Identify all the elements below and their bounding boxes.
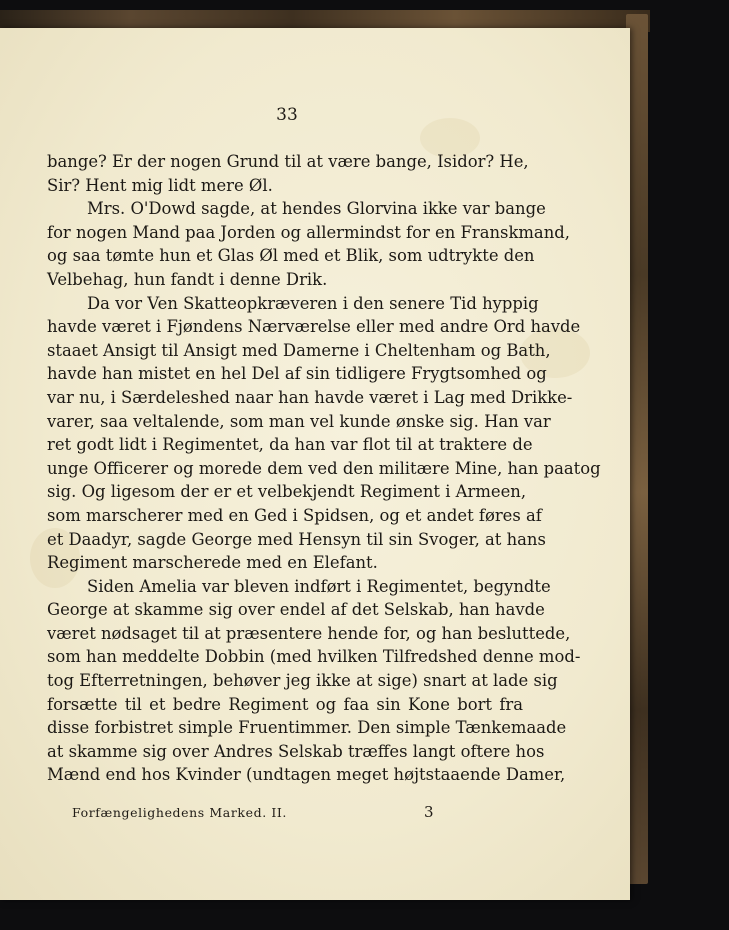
- book-page: [0, 28, 630, 900]
- text-line: bange? Er der nogen Grund til at være bange, Isidor? He,: [47, 152, 529, 171]
- text-line: sig. Og ligesom der er et velbekjendt Regiment i Armeen,: [47, 482, 527, 502]
- text-line: George at skamme sig over endel af det Selskab, han havde: [47, 600, 545, 620]
- text-line: disse forbistret simple Fruentimmer. Den simple Tænkemaade: [47, 718, 567, 738]
- footer-title: Forfængelighedens Marked. II.: [72, 805, 287, 820]
- text-line: Velbehag, hun fandt i denne Drik.: [47, 269, 328, 289]
- text-line: ret godt lidt i Regimentet, da han var flot til at traktere de: [47, 435, 533, 455]
- text-line: som han meddelte Dobbin (med hvilken Tilfredshed denne mod-: [47, 647, 581, 667]
- signature-mark: 3: [424, 803, 434, 821]
- text-line: et Daadyr, sagde George med Hensyn til sin Svoger, at hans: [47, 529, 546, 549]
- text-line: havde han mistet en hel Del af sin tidligere Frygtsomhed og: [47, 364, 547, 384]
- text-line: at skamme sig over Andres Selskab træffes langt oftere hos: [47, 741, 545, 761]
- text-line: staaet Ansigt til Ansigt med Damerne i Cheltenham og Bath,: [47, 340, 551, 360]
- text-line: tog Efterretningen, behøver jeg ikke at sige) snart at lade sig: [47, 671, 558, 691]
- text-line: Sir? Hent mig lidt mere Øl.: [47, 175, 273, 195]
- text-line: Siden Amelia var bleven indført i Regimentet, begyndte: [87, 576, 551, 596]
- text-line: Regiment marscherede med en Elefant.: [47, 553, 378, 573]
- text-line: havde været i Fjøndens Nærværelse eller med andre Ord havde: [47, 317, 581, 337]
- text-line: været nødsaget til at præsentere hende for, og han besluttede,: [47, 623, 571, 643]
- text-line: forsætte til et bedre Regiment og faa sin Kone bort fra: [47, 694, 523, 714]
- text-line: Mrs. O'Dowd sagde, at hendes Glorvina ikke var bange: [87, 199, 546, 219]
- text-line: varer, saa veltalende, som man vel kunde ønske sig. Han var: [47, 411, 551, 431]
- page-number: 33: [276, 105, 298, 125]
- text-line: var nu, i Særdeleshed naar han havde været i Lag med Drikke-: [47, 387, 573, 407]
- body-text: [47, 150, 601, 787]
- text-line: Mænd end hos Kvinder (undtagen meget højtstaaende Damer,: [47, 765, 566, 785]
- text-line: og saa tømte hun et Glas Øl med et Blik, som udtrykte den: [47, 246, 535, 266]
- text-line: unge Officerer og morede dem ved den militære Mine, han paatog: [47, 458, 601, 478]
- text-line: Da vor Ven Skatteopkræveren i den senere Tid hyppig: [87, 293, 539, 313]
- text-line: som marscherer med en Ged i Spidsen, og et andet føres af: [47, 505, 542, 525]
- text-line: for nogen Mand paa Jorden og allermindst for en Franskmand,: [47, 222, 570, 242]
